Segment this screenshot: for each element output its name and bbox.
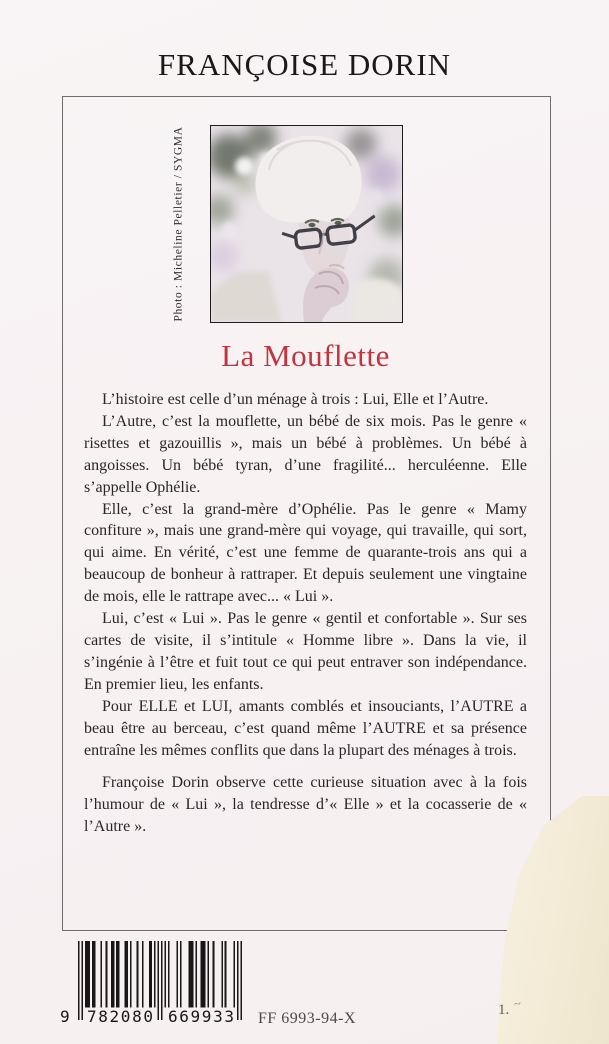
synopsis-paragraph: L’histoire est celle d’un ménage à trois : Lui, Elle et l’Autre. (102, 391, 489, 408)
author-heading: FRANÇOISE DORIN (157, 46, 452, 82)
author-portrait-illustration (211, 126, 402, 322)
synopsis-paragraph: Pour ELLE et LUI, amants comblés et insouciants, l’AUTRE a beau être au berceau, c’est quand même l’AUTRE et sa présence entraîne les mêmes conflits que dans la plupart des ménages à trois. (84, 697, 527, 759)
isbn-digits-left: 7 8 2 0 8 0 (87, 1007, 153, 1026)
isbn-digits-right: 6 6 9 9 3 3 (168, 1007, 234, 1026)
synopsis-paragraph: L’Autre, c’est la mouflette, un bébé de six mois. Pas le genre « risettes et gazouillis », mais un bébé à problèmes. Un bébé à angoisses. Un bébé tyran, d’une fragilité... herculéenne. Elle s’appelle Ophélie. (84, 412, 527, 496)
author-photo (210, 125, 403, 323)
corner-smudge: ~ (512, 995, 523, 1012)
photo-credit (166, 125, 192, 323)
photo-credit-text: Photo : Micheline Pelletier / SYGMA (173, 126, 185, 322)
synopsis (84, 389, 527, 838)
synopsis-paragraph: Lui, c’est « Lui ». Pas le genre « gentil et confortable ». Sur ses cartes de visite, il s’intitule « Homme libre ». Dans la vie, il s’ingénie à l’être et fuit tout ce qui peut entraver son indépendance. En premier lieu, les enfants. (84, 610, 527, 693)
synopsis-paragraph: Françoise Dorin observe cette curieuse situation avec à la fois l’humour de « Lui », la tendresse d’« Elle » et la cocasserie de « l’Autre ». (84, 774, 527, 836)
book-title: La Mouflette (221, 338, 390, 373)
synopsis-paragraph: Elle, c’est la grand-mère d’Ophélie. Pas le genre « Mamy confiture », mais une grand-mère qui voyage, qui travaille, qui sort, qui aime. En vérité, c’est une femme de quarante-trois ans qui a beaucoup de bonheur à rattraper. Et depuis seulement une vingtaine de mois, elle le rattrape avec... « Lui ». (84, 500, 527, 606)
edition-code-label: FF 6993-94-X (258, 1010, 357, 1027)
isbn-digit-first: 9 (60, 1007, 70, 1026)
corner-mark: 1. (498, 1002, 510, 1018)
